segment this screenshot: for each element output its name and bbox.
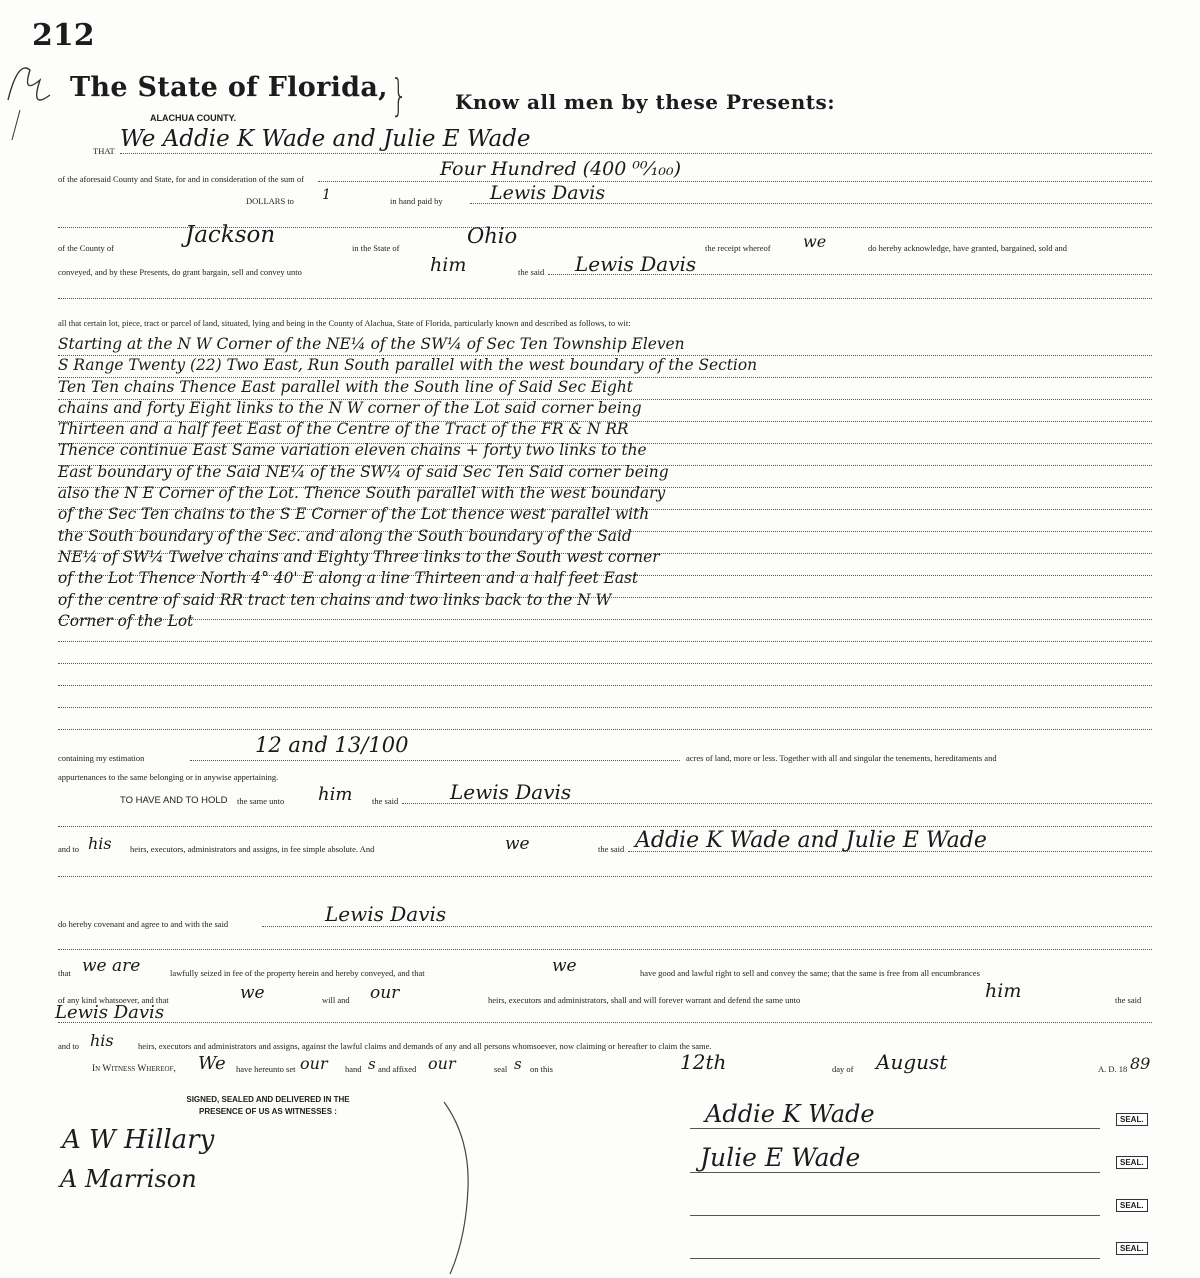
hand-label: hand [345, 1064, 362, 1074]
sum-hw: Four Hundred (400 ⁰⁰⁄₁₀₀) [440, 158, 682, 180]
that-we-hw: we [552, 956, 577, 976]
same-unto-label: the same unto [237, 796, 285, 806]
of-any-label: of any kind whatsoever, and that [58, 995, 169, 1005]
description-line: East boundary of the Said NE¼ of the SW¼ of said Sec Ten Said corner being [58, 462, 669, 481]
have-said-hw: Lewis Davis [450, 780, 572, 804]
witness-1-signature: A W Hillary [62, 1125, 215, 1155]
will-our-hw: our [370, 983, 400, 1003]
paid-by-hw: Lewis Davis [490, 182, 606, 204]
covenant-hw: Lewis Davis [325, 902, 447, 926]
dollars-hw: 1 [322, 187, 331, 203]
heirs-fee-label: heirs, executors, administrators and assigns, in fee simple absolute. And [130, 844, 375, 854]
county-of-label: of the County of [58, 243, 114, 253]
seal-box-3: SEAL. [1116, 1199, 1148, 1212]
description-line: chains and forty Eight links to the N W corner of the Lot said corner being [58, 398, 642, 417]
margin-mark [0, 40, 60, 140]
year-hw: 89 [1130, 1054, 1151, 1073]
convey-unto-hw: him [430, 254, 467, 276]
description-line: of the centre of said RR tract ten chains and two links back to the N W [58, 590, 612, 609]
all-that-label: all that certain lot, piece, tract or parcel of land, situated, lying and being in the County of Alachua, State of Florida, particularly known and described as follows, to wit: [58, 318, 631, 328]
description-line: S Range Twenty (22) Two East, Run South parallel with the west boundary of the Section [58, 356, 758, 375]
month-hw: August [876, 1050, 948, 1074]
seal-box-4: SEAL. [1116, 1242, 1148, 1255]
description-line: of the Sec Ten chains to the S E Corner of the Lot thence west parallel with [58, 505, 650, 524]
and-to-hw: his [88, 834, 112, 853]
and-we-hw: we [505, 834, 530, 854]
state-title: The State of Florida, [70, 72, 388, 103]
our-hand-hw: our [300, 1054, 328, 1073]
header-brace: } [390, 70, 408, 121]
county-label: ALACHUA COUNTY. [150, 113, 237, 123]
to-have-label: TO HAVE AND TO HOLD [120, 795, 228, 806]
conveyed-label: conveyed, and by these Presents, do grant bargain, sell and convey unto [58, 267, 302, 277]
acknowledge-label: do hereby acknowledge, have granted, bargained, sold and [868, 243, 1068, 253]
aforesaid-label: of the aforesaid County and State, for and in consideration of the sum of [58, 174, 304, 184]
description-line: also the N E Corner of the Lot. Thence South parallel with the west boundary [58, 484, 666, 503]
and-names-hw: Addie K Wade and Julie E Wade [635, 828, 987, 853]
containing-label: containing my estimation [58, 753, 145, 763]
unto-hw: him [985, 980, 1022, 1002]
witness-we-hw: We [198, 1053, 226, 1074]
lawfully-label: lawfully seized in fee of the property herein and hereby conveyed, and that [170, 968, 425, 978]
our-seal-hw: our [428, 1054, 456, 1073]
description-line: the South boundary of the Sec. and along the South boundary of the Said [58, 526, 632, 545]
witness-bracket [440, 1098, 490, 1278]
county-of-hw: Jackson [185, 222, 276, 248]
description-line: NE¼ of SW¼ Twelve chains and Eighty Three links to the South west corner [58, 547, 660, 566]
covenant-label: do hereby covenant and agree to and with the said [58, 919, 229, 929]
that-label: THAT [93, 146, 115, 156]
that-we-are-hw: we are [82, 956, 141, 976]
state-of-hw: Ohio [467, 224, 518, 248]
seal-box-2: SEAL. [1116, 1156, 1148, 1169]
on-this-label: on this [530, 1064, 553, 1074]
heirs-against-label: heirs, executors and administrators and assigns, against the lawful claims and demands of any and all persons whomsoever, now claiming or hereafter to claim the same. [138, 1041, 712, 1051]
the-said-label-2: the said [372, 796, 399, 806]
have-good-label: have good and lawful right to sell and convey the same; that the same is free from all encumbrances [640, 968, 980, 978]
appurtenances-label: appurtenances to the same belonging or in anywise appertaining. [58, 772, 279, 782]
affixed-label: and affixed [378, 1064, 417, 1074]
acres-label: acres of land, more or less. Together with all and singular the tenements, hereditaments and [686, 753, 997, 763]
hands-s-hw: s [368, 1055, 376, 1073]
seals-s-hw: s [514, 1055, 522, 1073]
and-to-label: and to [58, 844, 80, 854]
and-to-his-hw: his [90, 1031, 114, 1050]
that-label-2: that [58, 968, 71, 978]
will-and-label: will and [322, 995, 350, 1005]
dollars-to-label: DOLLARS to [246, 196, 294, 206]
the-said-name-hw: Lewis Davis [55, 1002, 165, 1023]
state-of-label: in the State of [352, 243, 400, 253]
have-hereunto-label: have hereunto set [236, 1064, 296, 1074]
and-to-label-2: and to [58, 1041, 80, 1051]
ad-label: A. D. 18 [1098, 1064, 1128, 1074]
know-all-heading: Know all men by these Presents: [455, 90, 836, 114]
seal-box-1: SEAL. [1116, 1113, 1148, 1126]
description-line: Ten Ten chains Thence East parallel with the South line of Said Sec Eight [58, 377, 633, 396]
description-line: Starting at the N W Corner of the NE¼ of the SW¼ of Sec Ten Township Eleven [58, 335, 685, 353]
day-of-label: day of [832, 1064, 854, 1074]
witness-2-signature: A Marrison [60, 1165, 197, 1193]
receipt-hw: we [803, 232, 827, 251]
and-that-we-hw: we [240, 983, 265, 1003]
grantors-hw: We Addie K Wade and Julie E Wade [120, 126, 531, 152]
page-number: 212 [32, 18, 95, 53]
signed-heading: SIGNED, SEALED AND DELIVERED IN THE PRESENCE OF US AS WITNESSES : [186, 1095, 350, 1116]
day-hw: 12th [680, 1050, 727, 1074]
heirs-warrant-label: heirs, executors and administrators, shall and will forever warrant and defend the same unto [488, 995, 801, 1005]
description-line: Corner of the Lot [58, 611, 194, 630]
grantee-hw: Lewis Davis [575, 252, 697, 276]
the-said-label: the said [518, 267, 545, 277]
description-line: of the Lot Thence North 4° 40' E along a line Thirteen and a half feet East [58, 569, 639, 588]
the-said-label-3: the said [598, 844, 625, 854]
receipt-label: the receipt whereof [705, 243, 771, 253]
in-witness-label: In Witness Whereof, [92, 1064, 176, 1074]
acres-hw: 12 and 13/100 [255, 733, 409, 757]
land-description [58, 334, 1158, 632]
grantor-2-signature: Julie E Wade [700, 1143, 861, 1172]
have-unto-hw: him [318, 784, 353, 805]
the-said-label-4: the said [1115, 995, 1142, 1005]
hand-paid-label: in hand paid by [390, 196, 443, 206]
description-line: Thirteen and a half feet East of the Centre of the Tract of the FR & N RR [58, 420, 629, 439]
grantor-1-signature: Addie K Wade [705, 1100, 875, 1128]
description-line: Thence continue East Same variation eleven chains + forty two links to the [58, 441, 647, 460]
seal-on-label: seal [494, 1064, 508, 1074]
